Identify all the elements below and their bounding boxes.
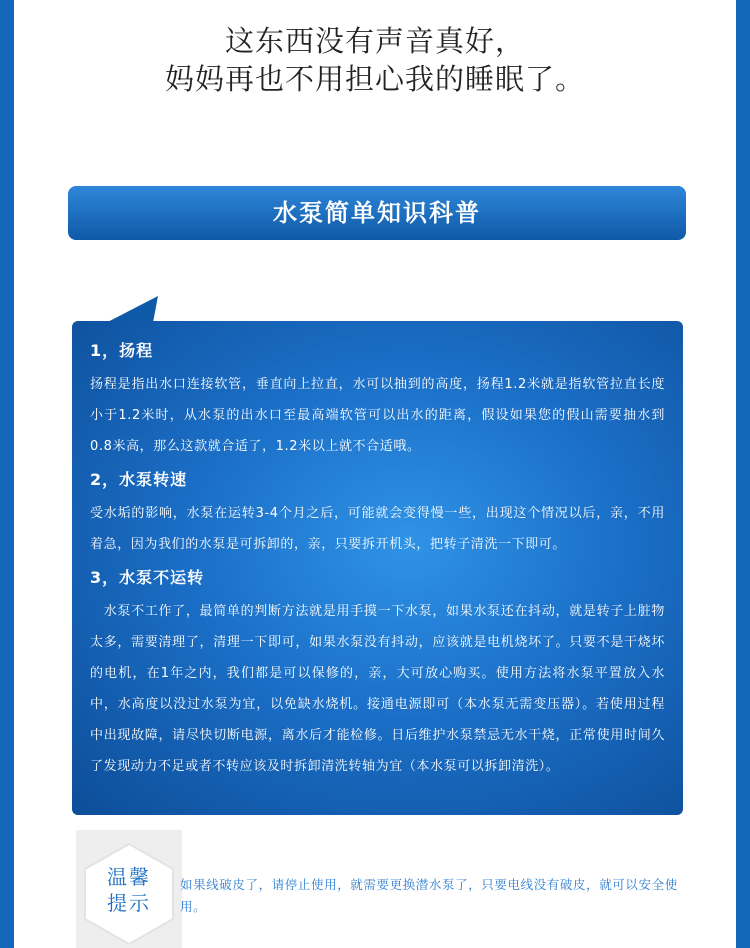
item-1-body: 扬程是指出水口连接软管，垂直向上拉直，水可以抽到的高度，扬程1.2米就是指软管拉直长度小于1.2米时，从水泵的出水口至最高端软管可以出水的距离，假设如果您的假山需要抽水到0.8米高，那么这款就合适了，1.2米以上就不合适哦。 bbox=[90, 377, 665, 454]
tip-area bbox=[76, 830, 696, 948]
headline-line-2: 妈妈再也不用担心我的睡眠了。 bbox=[164, 62, 585, 96]
info-card bbox=[72, 321, 683, 815]
item-1-title: 1，扬程 bbox=[90, 341, 154, 360]
item-2-body: 受水垢的影响，水泵在运转3-4个月之后，可能就会变得慢一些，出现这个情况以后，亲，不用着急，因为我们的水泵是可拆卸的，亲，只要拆开机头，把转子清洗一下即可。 bbox=[90, 506, 665, 552]
left-border-bar bbox=[0, 0, 14, 948]
item-1 bbox=[90, 339, 665, 462]
right-border-bar bbox=[736, 0, 750, 948]
item-2 bbox=[90, 468, 665, 560]
item-3-body: 水泵不工作了，最简单的判断方法就是用手摸一下水泵，如果水泵还在抖动，就是转子上脏物太多，需要清理了，清理一下即可，如果水泵没有抖动，应该就是电机烧坏了。只要不是干烧坏的电机，在1年之内，我们都是可以保修的，亲，大可放心购买。使用方法将水泵平置放入水中，水高度以没过水泵为宜，以免缺水烧机。接通电源即可（本水泵无需变压器）。若使用过程中出现故障，请尽快切断电源，离水后才能检修。日后维护水泵禁忌无水干烧，正常使用时间久了发现动力不足或者不转应该及时拆卸清洗转轴为宜（本水泵可以拆卸清洗）。 bbox=[90, 604, 665, 774]
tip-label bbox=[82, 864, 176, 916]
tip-label-line-1: 温馨 bbox=[107, 865, 151, 889]
headline-line-1: 这东西没有声音真好， bbox=[224, 24, 525, 58]
item-2-title: 2，水泵转速 bbox=[90, 470, 188, 489]
section-banner-title: 水泵简单知识科普 bbox=[273, 199, 481, 227]
item-3 bbox=[90, 566, 665, 782]
tip-label-line-2: 提示 bbox=[107, 891, 151, 915]
headline bbox=[0, 22, 750, 98]
section-banner bbox=[68, 186, 686, 240]
item-3-title: 3，水泵不运转 bbox=[90, 568, 205, 587]
tip-text: 如果线破皮了，请停止使用，就需要更换潜水泵了，只要电线没有破皮，就可以安全使用。 bbox=[180, 877, 678, 914]
